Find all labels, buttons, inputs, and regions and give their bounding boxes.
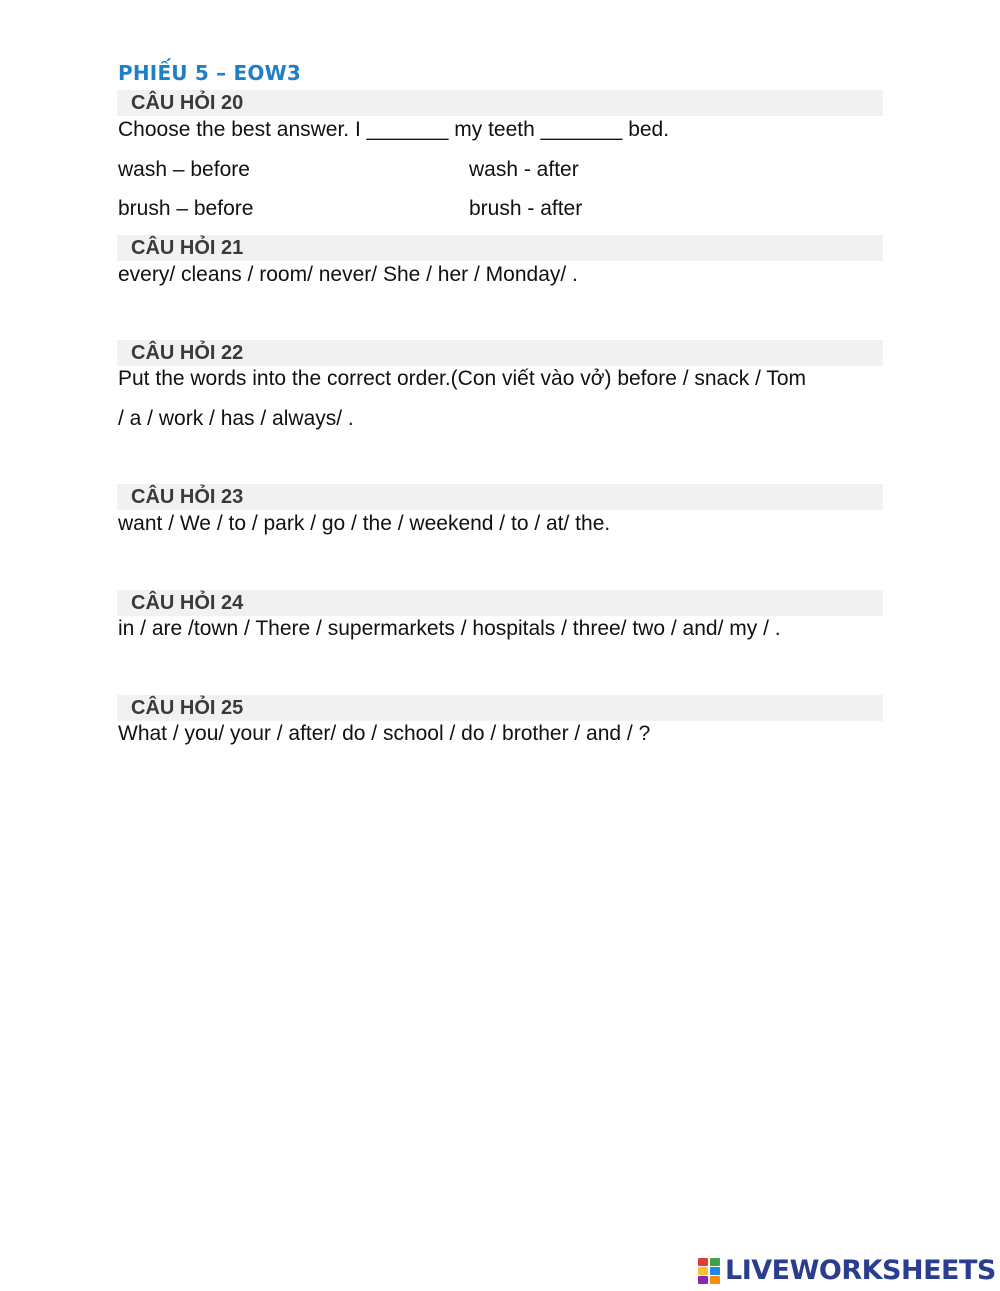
question-text-24: in / are /town / There / supermarkets / hospitals / three/ two / and/ my / . xyxy=(118,617,781,640)
question-header-20: CÂU HỎI 20 xyxy=(117,90,883,116)
worksheet-title: PHIẾU 5 – EOW3 xyxy=(118,61,301,85)
liveworksheets-logo-text: LIVEWORKSHEETS xyxy=(725,1255,996,1286)
question-text-22-line-1: Put the words into the correct order.(Con viết vào vở) before / snack / Tom xyxy=(118,367,807,390)
question-text-25: What / you/ your / after/ do / school / do / brother / and / ? xyxy=(118,722,651,745)
answer-option-brush-before[interactable]: brush – before xyxy=(118,197,254,220)
question-text-21: every/ cleans / room/ never/ She / her / Monday/ . xyxy=(118,263,578,286)
question-text-23: want / We / to / park / go / the / weekend / to / at/ the. xyxy=(118,512,611,535)
question-text-22-line-2: / a / work / has / always/ . xyxy=(118,407,354,430)
answer-option-brush-after[interactable]: brush - after xyxy=(469,197,583,220)
question-header-24: CÂU HỎI 24 xyxy=(117,590,883,616)
question-header-22: CÂU HỎI 22 xyxy=(117,340,883,366)
answer-option-wash-before[interactable]: wash – before xyxy=(118,158,250,181)
question-header-25: CÂU HỎI 25 xyxy=(117,695,883,721)
liveworksheets-logo-icon xyxy=(698,1258,722,1284)
liveworksheets-logo[interactable] xyxy=(698,1256,996,1286)
answer-option-wash-after[interactable]: wash - after xyxy=(469,158,579,181)
question-text-20: Choose the best answer. I _______ my teeth _______ bed. xyxy=(118,118,670,141)
question-header-23: CÂU HỎI 23 xyxy=(117,484,883,510)
question-header-21: CÂU HỎI 21 xyxy=(117,235,883,261)
